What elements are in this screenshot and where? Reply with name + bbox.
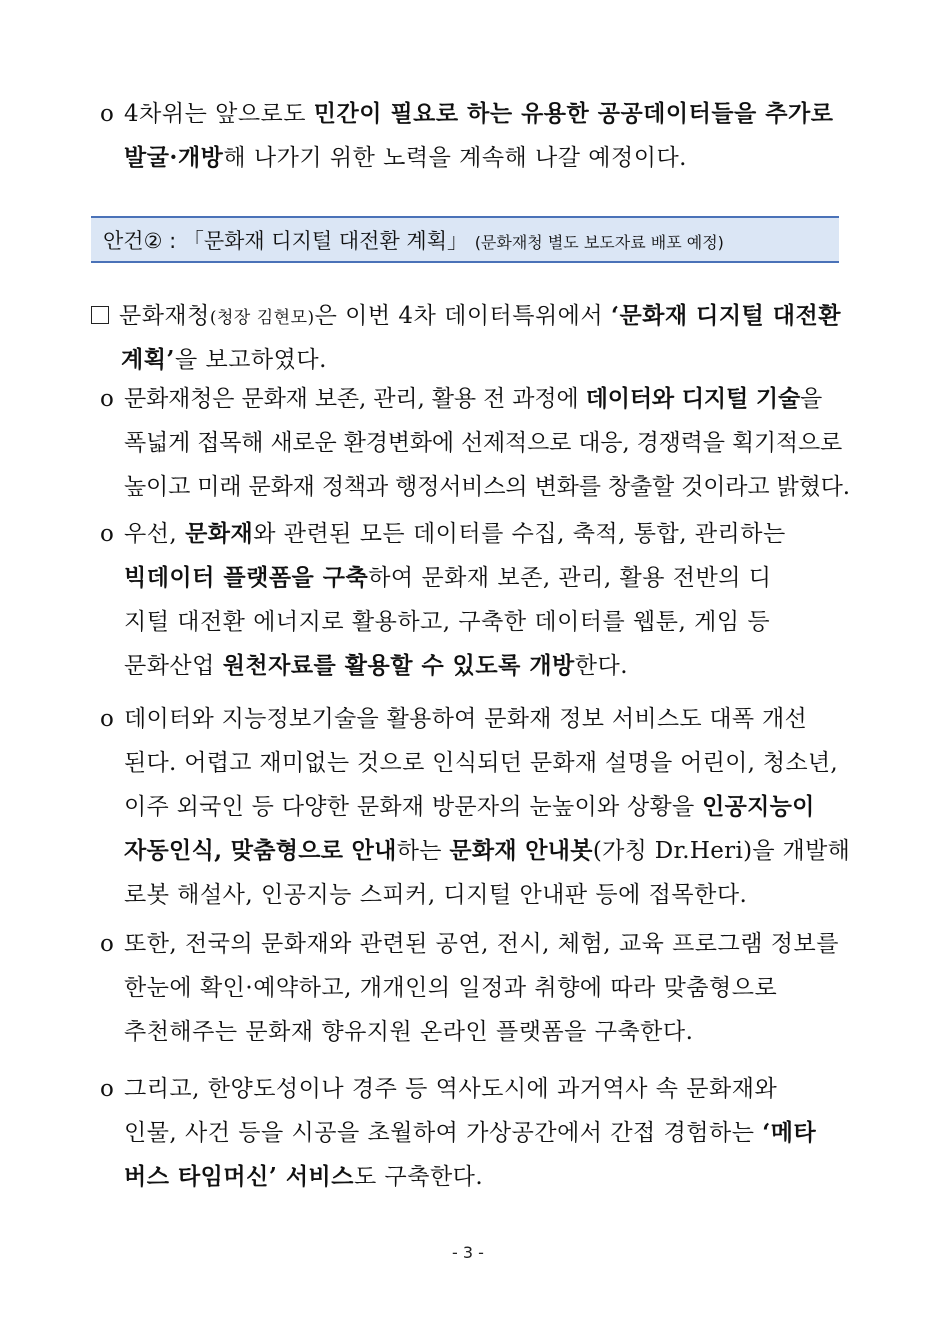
paragraph-text: 데이터와 지능정보기술을 활용하여 문화재 정보 서비스도 대폭 개선 <box>124 706 808 732</box>
main-text: 을 보고하였다. <box>174 347 327 373</box>
main-small-text: (청장 김현모) <box>209 308 315 328</box>
bullet-marker: o <box>100 931 115 957</box>
paragraph-bold-text: 문화재 안내봇 <box>449 837 593 864</box>
paragraph-text: 문화산업 <box>124 653 223 679</box>
paragraph-text: 이주 외국인 등 다양한 문화재 방문자의 눈높이와 상황을 <box>124 794 703 820</box>
paragraph-bold-text: 인공지능이 <box>702 793 815 820</box>
bullet-marker: o <box>100 521 115 547</box>
paragraph-text: 또한, 전국의 문화재와 관련된 공연, 전시, 체험, 교육 프로그램 정보를 <box>124 931 839 957</box>
page-number: - 3 - <box>452 1243 484 1262</box>
paragraph-text: 그리고, 한양도성이나 경주 등 역사도시에 과거역사 속 문화재와 <box>124 1076 778 1102</box>
paragraph-bold-text: 자동인식, 맞춤형으로 안내 <box>124 837 397 864</box>
bullet-marker: o <box>100 101 115 127</box>
bullet-paragraph-5 <box>100 1067 816 1199</box>
paragraph-text: 하는 <box>396 838 450 864</box>
bullet-marker: o <box>100 1076 115 1102</box>
paragraph-text: 도 구축한다. <box>353 1164 484 1190</box>
main-bold-text: ‘문화재 디지털 대전환 <box>610 302 841 329</box>
paragraph-bold-text: ‘메타 <box>762 1119 817 1146</box>
main-text: 문화재청 <box>119 303 210 329</box>
bullet-paragraph-1 <box>100 377 850 509</box>
agenda-title: 안건② : 「문화재 디지털 대전환 계획」 <box>103 229 468 253</box>
bullet-paragraph-2 <box>100 512 786 688</box>
paragraph-text: 추천해주는 문화재 향유지원 온라인 플랫폼을 구축한다. <box>124 1019 694 1045</box>
agenda-note: (문화재청 별도 보도자료 배포 예정) <box>474 233 724 252</box>
bullet-paragraph-3 <box>100 697 850 917</box>
paragraph-text: 폭넓게 접목해 새로운 환경변화에 선제적으로 대응, 경쟁력을 획기적으로 <box>124 430 843 456</box>
paragraph-text: 로봇 해설사, 인공지능 스피커, 디지털 안내판 등에 접목한다. <box>124 882 748 908</box>
bullet-marker: o <box>100 706 115 732</box>
paragraph-text: 와 관련된 모든 데이터를 수집, 축적, 통합, 관리하는 <box>253 521 786 547</box>
checkbox-square-icon <box>91 306 109 324</box>
bullet-paragraph-4 <box>100 922 839 1054</box>
paragraph-text: 지털 대전환 에너지로 활용하고, 구축한 데이터를 웹툰, 게임 등 <box>124 609 771 635</box>
paragraph-bold-text: 문화재 <box>185 520 254 547</box>
agenda-header-box <box>91 216 839 263</box>
intro-paragraph <box>100 92 833 180</box>
intro-bold-text: 민간이 필요로 하는 유용한 공공데이터들을 추가로 <box>313 100 834 127</box>
paragraph-text: 문화재청은 문화재 보존, 관리, 활용 전 과정에 <box>124 386 586 412</box>
main-text: 은 이번 4차 데이터특위에서 <box>314 303 611 329</box>
intro-text: 4차위는 앞으로도 <box>124 101 314 127</box>
paragraph-text: (가칭 Dr.Heri)을 개발해 <box>592 838 851 864</box>
paragraph-text: 인물, 사건 등을 시공을 초월하여 가상공간에서 간접 경험하는 <box>124 1120 763 1146</box>
paragraph-bold-text: 버스 타임머신’ 서비스 <box>124 1163 354 1190</box>
main-bold-text: 계획’ <box>121 346 175 373</box>
paragraph-bold-text: 원천자료를 활용할 수 있도록 개방 <box>222 652 575 679</box>
paragraph-text: 높이고 미래 문화재 정책과 행정서비스의 변화를 창출할 것이라고 밝혔다. <box>124 474 850 500</box>
intro-text: 해 나가기 위한 노력을 계속해 나갈 예정이다. <box>223 145 687 171</box>
main-paragraph <box>91 294 841 382</box>
paragraph-bold-text: 데이터와 디지털 기술 <box>585 385 801 412</box>
paragraph-text: 한눈에 확인·예약하고, 개개인의 일정과 취향에 따라 맞춤형으로 <box>124 975 778 1001</box>
paragraph-text: 우선, <box>124 521 186 547</box>
paragraph-bold-text: 빅데이터 플랫폼을 구축 <box>124 564 369 591</box>
paragraph-text: 을 <box>800 386 823 412</box>
intro-bold-text: 발굴·개방 <box>124 144 224 171</box>
paragraph-text: 한다. <box>574 653 629 679</box>
bullet-marker: o <box>100 386 114 412</box>
paragraph-text: 하여 문화재 보존, 관리, 활용 전반의 디 <box>368 565 772 591</box>
paragraph-text: 된다. 어렵고 재미없는 것으로 인식되던 문화재 설명을 어린이, 청소년, <box>124 750 839 776</box>
